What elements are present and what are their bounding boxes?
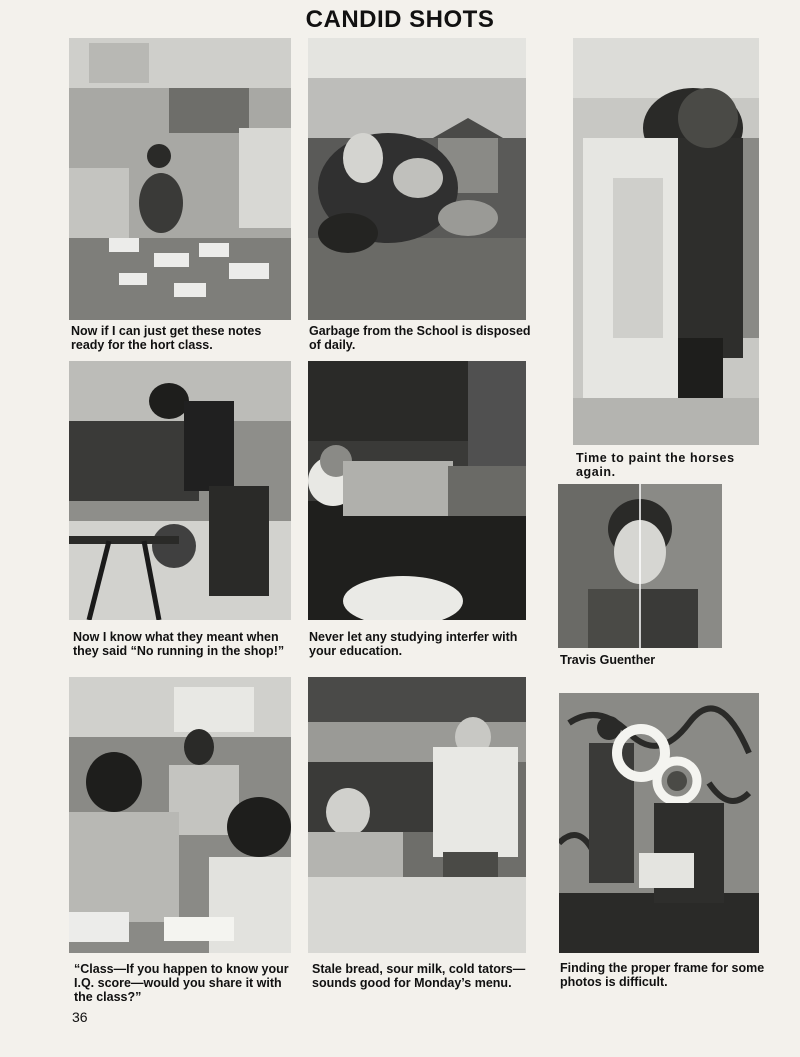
photo-student-with-notes bbox=[69, 38, 291, 320]
photo-classroom bbox=[69, 677, 291, 953]
page-number: 36 bbox=[72, 1009, 88, 1025]
caption-frame: Finding the proper frame for some photos is difficult. bbox=[560, 961, 765, 989]
caption-garbage: Garbage from the School is disposed of daily. bbox=[309, 324, 531, 352]
caption-menu: Stale bread, sour milk, cold tators—sounds good for Monday’s menu. bbox=[312, 962, 526, 990]
photo-garbage-pile bbox=[308, 38, 526, 320]
photo-shop-running bbox=[69, 361, 291, 620]
photo-portrait-travis bbox=[558, 484, 722, 648]
caption-studying: Never let any studying interfer with your education. bbox=[309, 630, 518, 658]
caption-portrait-name: Travis Guenther bbox=[560, 653, 656, 667]
page-title: CANDID SHOTS bbox=[305, 6, 495, 33]
photo-painting-horse bbox=[573, 38, 759, 445]
caption-running: Now I know what they meant when they said “No running in the shop!” bbox=[73, 630, 285, 658]
photo-frame bbox=[559, 693, 759, 953]
photo-kitchen bbox=[308, 677, 526, 953]
caption-class: “Class—If you happen to know your I.Q. score—would you share it with the class?” bbox=[74, 962, 289, 1004]
photo-sleeping-student bbox=[308, 361, 526, 620]
caption-horses: Time to paint the horses again. bbox=[576, 451, 735, 479]
caption-notes: Now if I can just get these notes ready for the hort class. bbox=[71, 324, 262, 352]
